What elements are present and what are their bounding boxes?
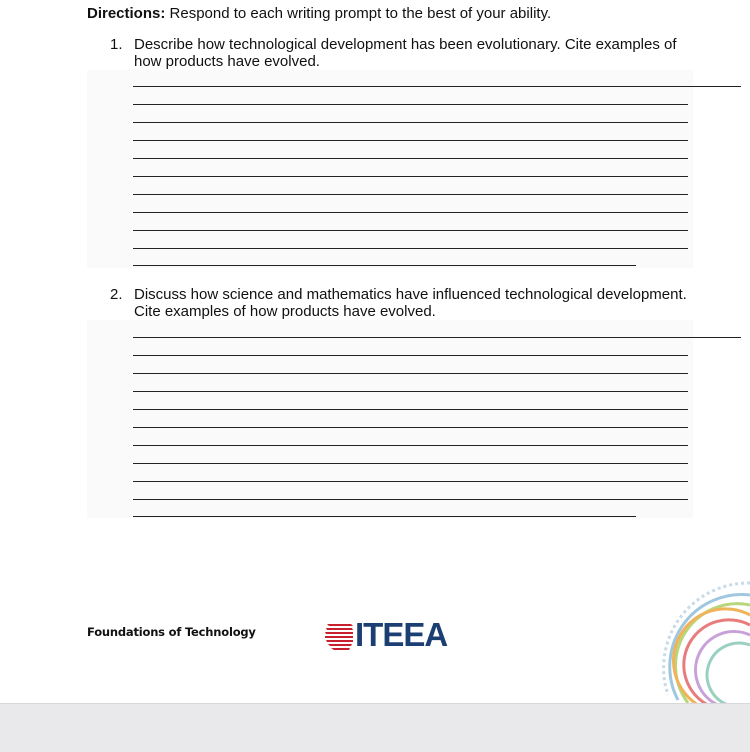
directions-label: Directions: xyxy=(87,5,166,22)
answer-line[interactable] xyxy=(133,427,688,428)
answer-line[interactable] xyxy=(133,230,688,231)
answer-line[interactable] xyxy=(133,176,688,177)
prompt-2 xyxy=(110,286,694,320)
answer-line[interactable] xyxy=(133,140,688,141)
directions-text: Respond to each writing prompt to the best of your ability. xyxy=(165,5,552,22)
answer-line[interactable] xyxy=(133,122,688,123)
answer-line[interactable] xyxy=(133,409,688,410)
prompt-2-number: 2. xyxy=(110,286,123,303)
answer-line[interactable] xyxy=(133,445,688,446)
answer-line[interactable] xyxy=(133,481,688,482)
answer-line[interactable] xyxy=(133,248,688,249)
answer-line[interactable] xyxy=(133,355,688,356)
prompt-1-text: Describe how technological development has been evolutionary. Cite examples of how products have evolved. xyxy=(134,36,677,70)
answer-line[interactable] xyxy=(133,516,636,517)
answer-area-1[interactable] xyxy=(87,70,693,268)
answer-line[interactable] xyxy=(133,158,688,159)
answer-line[interactable] xyxy=(133,499,688,500)
directions xyxy=(87,5,551,23)
prompt-1-number: 1. xyxy=(110,36,123,53)
answer-line[interactable] xyxy=(133,373,688,374)
iteea-logo-mark-icon xyxy=(325,620,355,652)
answer-area-2[interactable] xyxy=(87,320,693,518)
decorative-swirl-icon xyxy=(660,575,750,703)
answer-line[interactable] xyxy=(133,391,688,392)
answer-line[interactable] xyxy=(133,104,688,105)
course-name: Foundations of Technology xyxy=(87,625,256,639)
answer-line[interactable] xyxy=(133,265,636,266)
answer-line[interactable] xyxy=(133,337,741,338)
answer-line[interactable] xyxy=(133,212,688,213)
answer-line[interactable] xyxy=(133,86,741,87)
answer-line[interactable] xyxy=(133,463,688,464)
prompt-2-text: Discuss how science and mathematics have influenced technological development. Cite examples of how products have evolved. xyxy=(134,286,687,320)
answer-line[interactable] xyxy=(133,194,688,195)
iteea-logo-text: ITEEA xyxy=(355,616,448,653)
bottom-band xyxy=(0,703,750,752)
prompt-1 xyxy=(110,36,694,70)
